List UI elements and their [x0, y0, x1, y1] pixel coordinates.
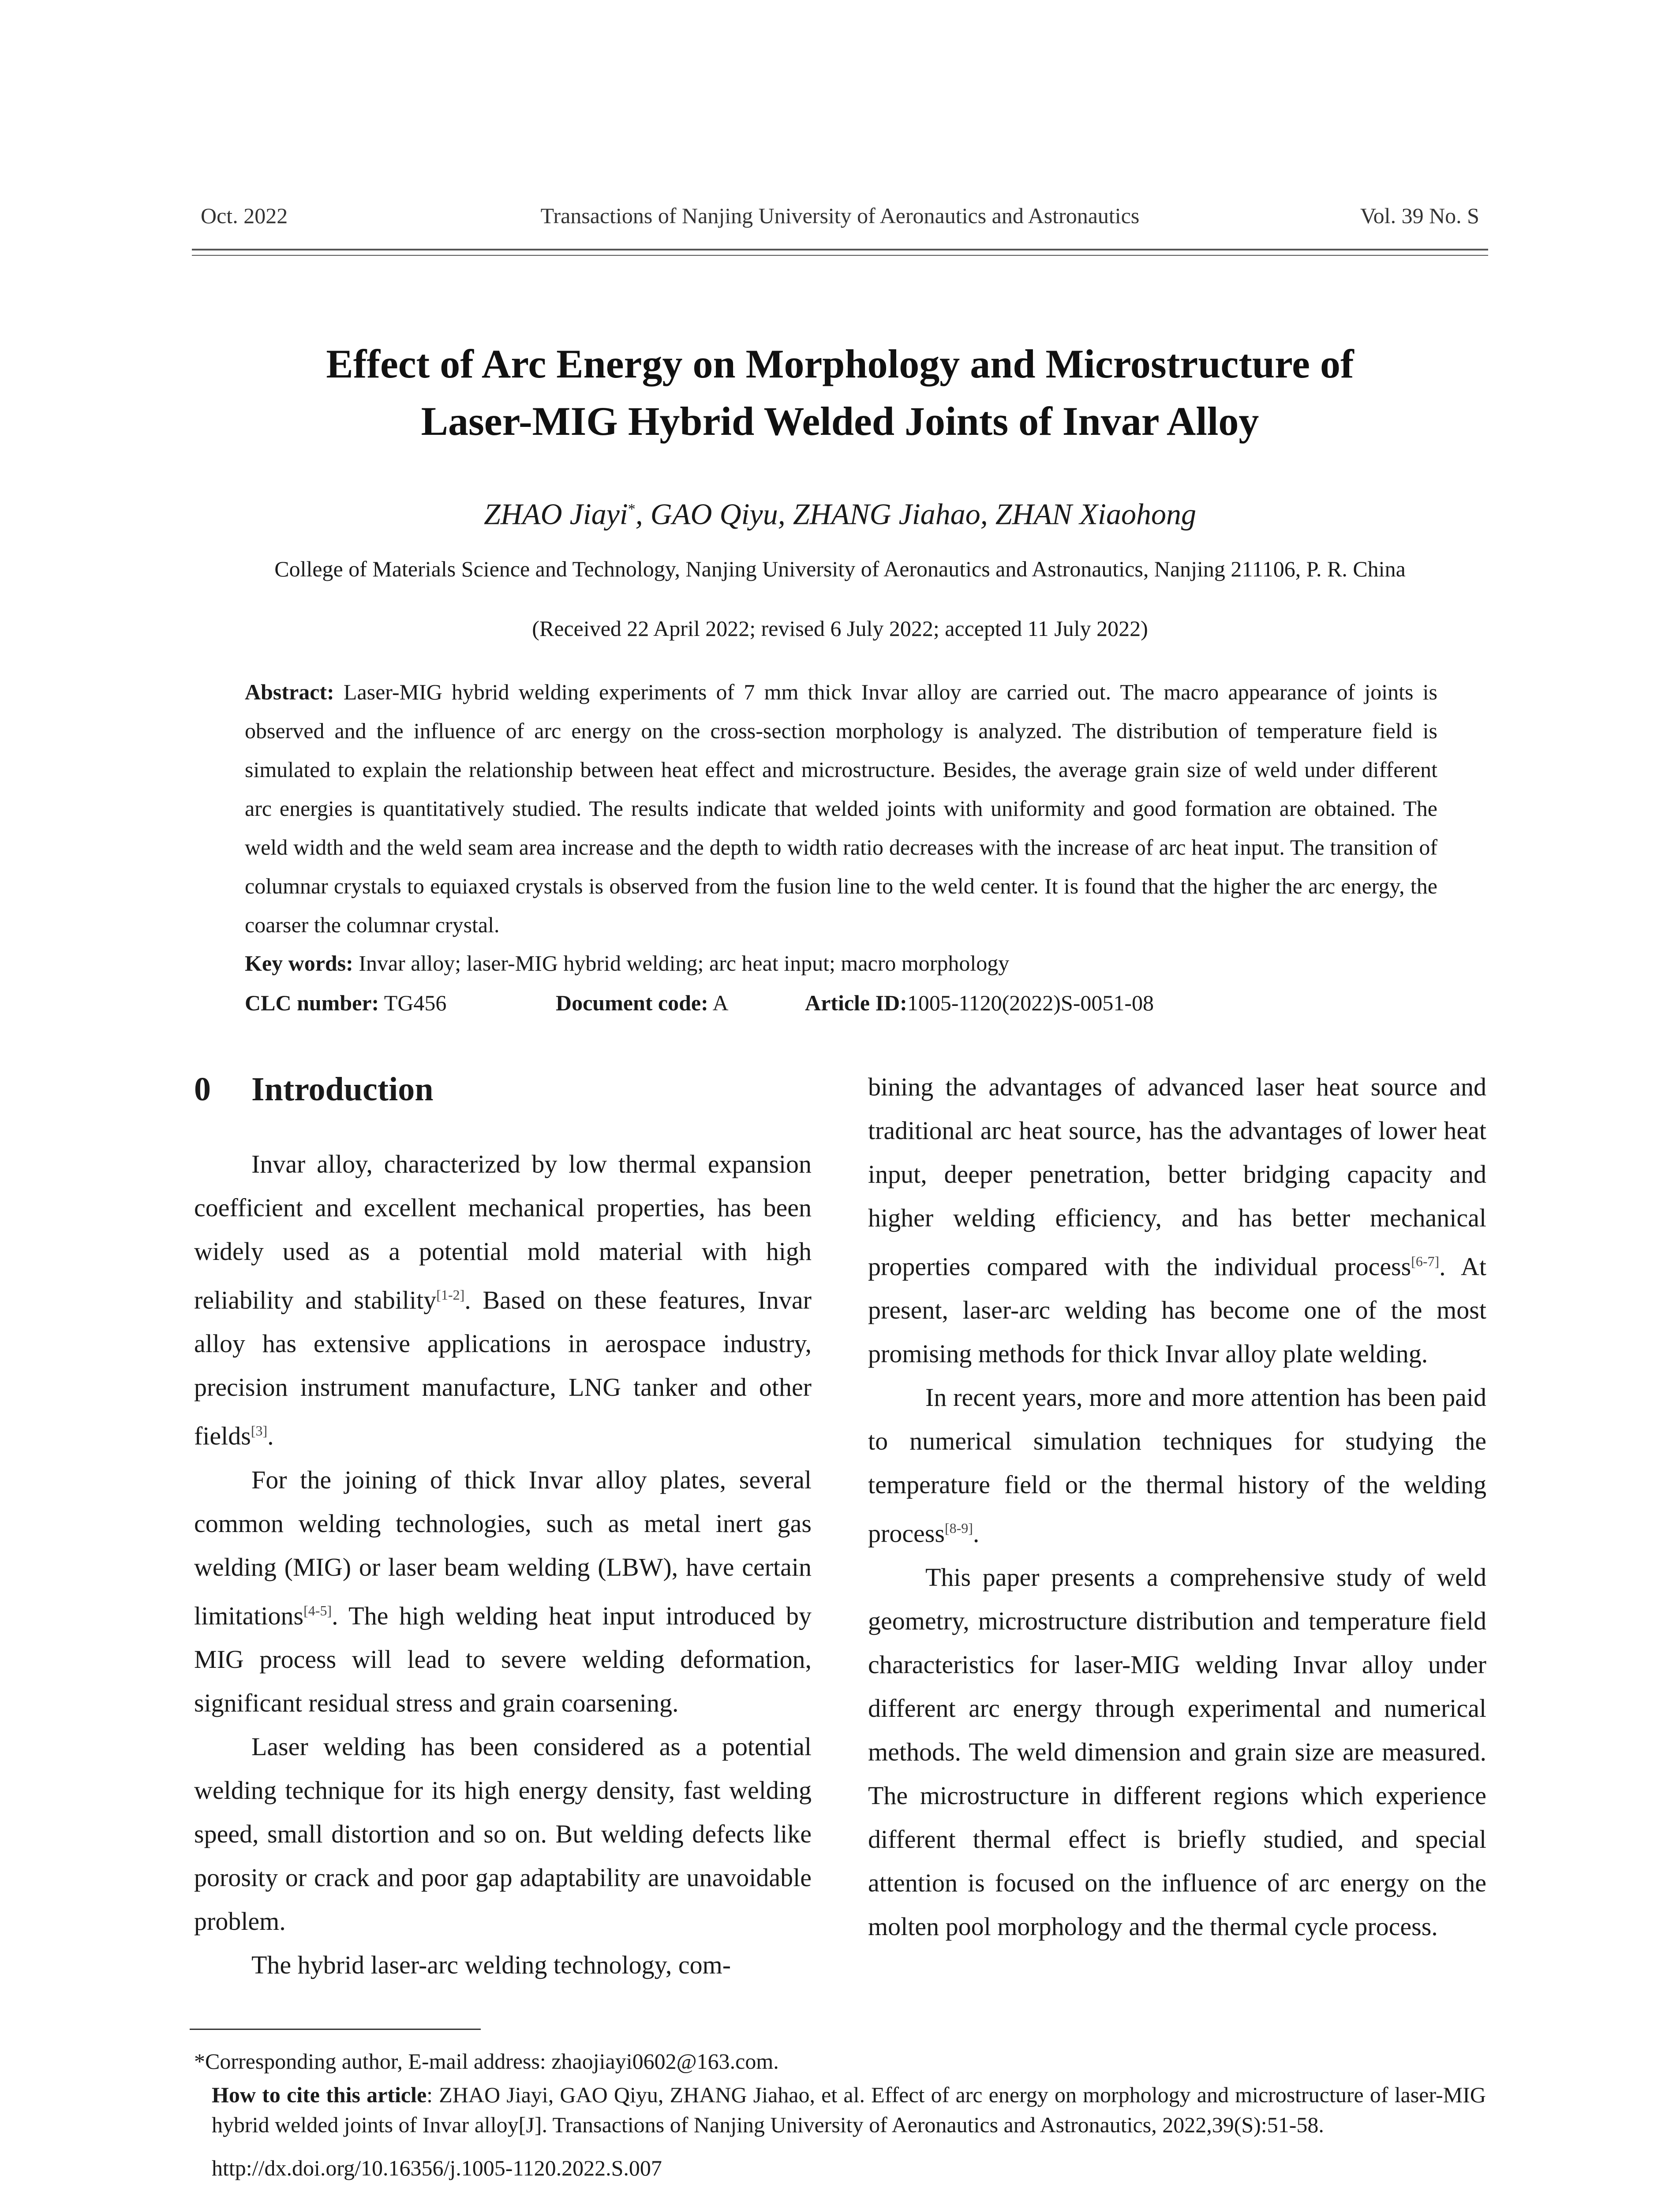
abstract-label: Abstract: [245, 680, 334, 704]
volume-number: Vol. 39 No. S [1360, 203, 1479, 228]
paragraph-text: For the joining of thick Invar alloy plates, several common welding technologies, such as metal inert gas welding (MIG) or laser beam welding (LBW), have certain limitations [194, 1465, 812, 1630]
paragraph-text: . [973, 1519, 980, 1548]
paragraph-text: . The high welding heat input introduced by MIG process will lead to severe welding deformation, significant residual stress and grain coarsening. [194, 1601, 812, 1717]
title-line-1: Effect of Arc Energy on Morphology and Microstructure of [326, 341, 1354, 386]
header-rule-thin [192, 255, 1488, 256]
author-list [176, 490, 1504, 534]
paper-title [176, 335, 1504, 450]
article-id-label: Article ID: [805, 990, 907, 1015]
document-code-label: Document code: [556, 990, 708, 1015]
received-dates: (Received 22 April 2022; revised 6 July 2022; accepted 11 July 2022) [532, 616, 1148, 641]
journal-name: Transactions of Nanjing University of Aeronautics and Astronautics [540, 203, 1140, 228]
section-heading-introduction [194, 1067, 433, 1111]
paragraph-text: . At present, laser-arc welding has become one of the most promising methods for thick Invar alloy plate welding. [868, 1252, 1486, 1368]
running-header [201, 203, 1479, 234]
footnotes [194, 2046, 1486, 2183]
document-code-value: A [708, 990, 729, 1015]
affiliation: College of Materials Science and Technology, Nanjing University of Aeronautics and Astronautics, Nanjing 211106, P. R. China [274, 557, 1406, 581]
clc-number [245, 983, 446, 1022]
abstract-text: Laser-MIG hybrid welding experiments of 7 mm thick Invar alloy are carried out. The macro appearance of joints is observed and the influence of arc energy on the cross-section morphology is analyzed. The distribution of temperature field is simulated to explain the relationship between heat effect and microstructure. Besides, the average grain size of weld under different arc energies is quantitatively studied. The results indicate that welded joints with uniformity and good formation are obtained. The weld width and the weld seam area increase and the depth to width ratio decreases with the increase of arc heat input. The transition of columnar crystals to equiaxed crystals is observed from the fusion line to the weld center. It is found that the higher the arc energy, the coarser the columnar crystal. [245, 680, 1437, 937]
corresponding-author-note: *Corresponding author, E-mail address: zhaojiayi0602@163.com. [194, 2049, 779, 2074]
paragraph: The hybrid laser-arc welding technology, com- [251, 1950, 731, 1979]
paragraph-text: . [267, 1421, 274, 1450]
corresponding-mark: * [628, 501, 636, 517]
keywords-label: Key words: [245, 951, 353, 975]
cite-text: : ZHAO Jiayi, GAO Qiyu, ZHANG Jiahao, et al. Effect of arc energy on morphology and microstructure of laser-MIG hybrid welded joints of Invar alloy[J]. Transactions of Nanjing University of Aeronautics and Astronautics, 2022,39(S):51-58. [212, 2082, 1486, 2137]
clc-label: CLC number: [245, 990, 379, 1015]
paragraph-text: Invar alloy, characterized by low thermal expansion coefficient and excellent mechanical properties, has been widely used as a potential mold material with high reliability and stability [194, 1150, 812, 1315]
section-title: Introduction [251, 1071, 434, 1108]
body-column-right [868, 1065, 1486, 1948]
paragraph-text: bining the advantages of advanced laser heat source and traditional arc heat source, has the advantages of lower heat input, deeper penetration, better bridging capacity and higher welding efficiency, and has better mechanical properties compared with the individual process [868, 1073, 1486, 1281]
citation: [3] [251, 1423, 268, 1439]
keywords-text: Invar alloy; laser-MIG hybrid welding; arc heat input; macro morphology [353, 951, 1010, 975]
footnote-rule [190, 2029, 481, 2030]
paragraph-text: In recent years, more and more attention has been paid to numerical simulation techniques for studying the temperature field or the thermal history of the welding process [868, 1383, 1486, 1548]
issue-date: Oct. 2022 [201, 203, 288, 228]
paragraph: This paper presents a comprehensive study of weld geometry, microstructure distribution and temperature field characteristics for laser-MIG welding Invar alloy under different arc energy through experimental and numerical methods. The weld dimension and grain size are measured. The microstructure in different regions which experience different thermal effect is briefly studied, and special attention is focused on the influence of arc energy on the molten pool morphology and the thermal cycle process. [868, 1562, 1486, 1941]
first-author: ZHAO Jiayi [484, 497, 628, 531]
doi-link[interactable]: http://dx.doi.org/10.16356/j.1005-1120.2022.S.007 [212, 2156, 662, 2180]
keywords [245, 944, 1437, 983]
paragraph-text: . Based on these features, Invar alloy has extensive applications in aerospace industry, precision instrument manufacture, LNG tanker and other fields [194, 1286, 812, 1450]
citation: [4-5] [303, 1602, 332, 1618]
other-authors: , GAO Qiyu, ZHANG Jiahao, ZHAN Xiaohong [635, 497, 1196, 531]
citation: [8-9] [944, 1520, 973, 1536]
header-rule-thick [192, 249, 1488, 250]
abstract [245, 673, 1437, 944]
article-id [805, 983, 1154, 1022]
citation: [6-7] [1411, 1253, 1440, 1269]
paragraph [868, 1375, 1486, 1555]
clc-value: TG456 [379, 990, 447, 1015]
paragraph [194, 1142, 812, 1458]
citation: [1-2] [436, 1287, 465, 1303]
cite-label: How to cite this article [212, 2082, 427, 2107]
citation-note [194, 2080, 1486, 2140]
title-line-2: Laser-MIG Hybrid Welded Joints of Invar Alloy [421, 399, 1259, 444]
paragraph: Laser welding has been considered as a potential welding technique for its high energy density, fast welding speed, small distortion and so on. But welding defects like porosity or crack and poor gap adaptability are unavoidable problem. [194, 1732, 812, 1936]
body-column-left [194, 1142, 812, 1987]
paragraph [868, 1065, 1486, 1375]
document-code [556, 983, 729, 1022]
paragraph [194, 1458, 812, 1725]
article-id-value: 1005-1120(2022)S-0051-08 [907, 990, 1154, 1015]
section-number: 0 [194, 1071, 211, 1108]
